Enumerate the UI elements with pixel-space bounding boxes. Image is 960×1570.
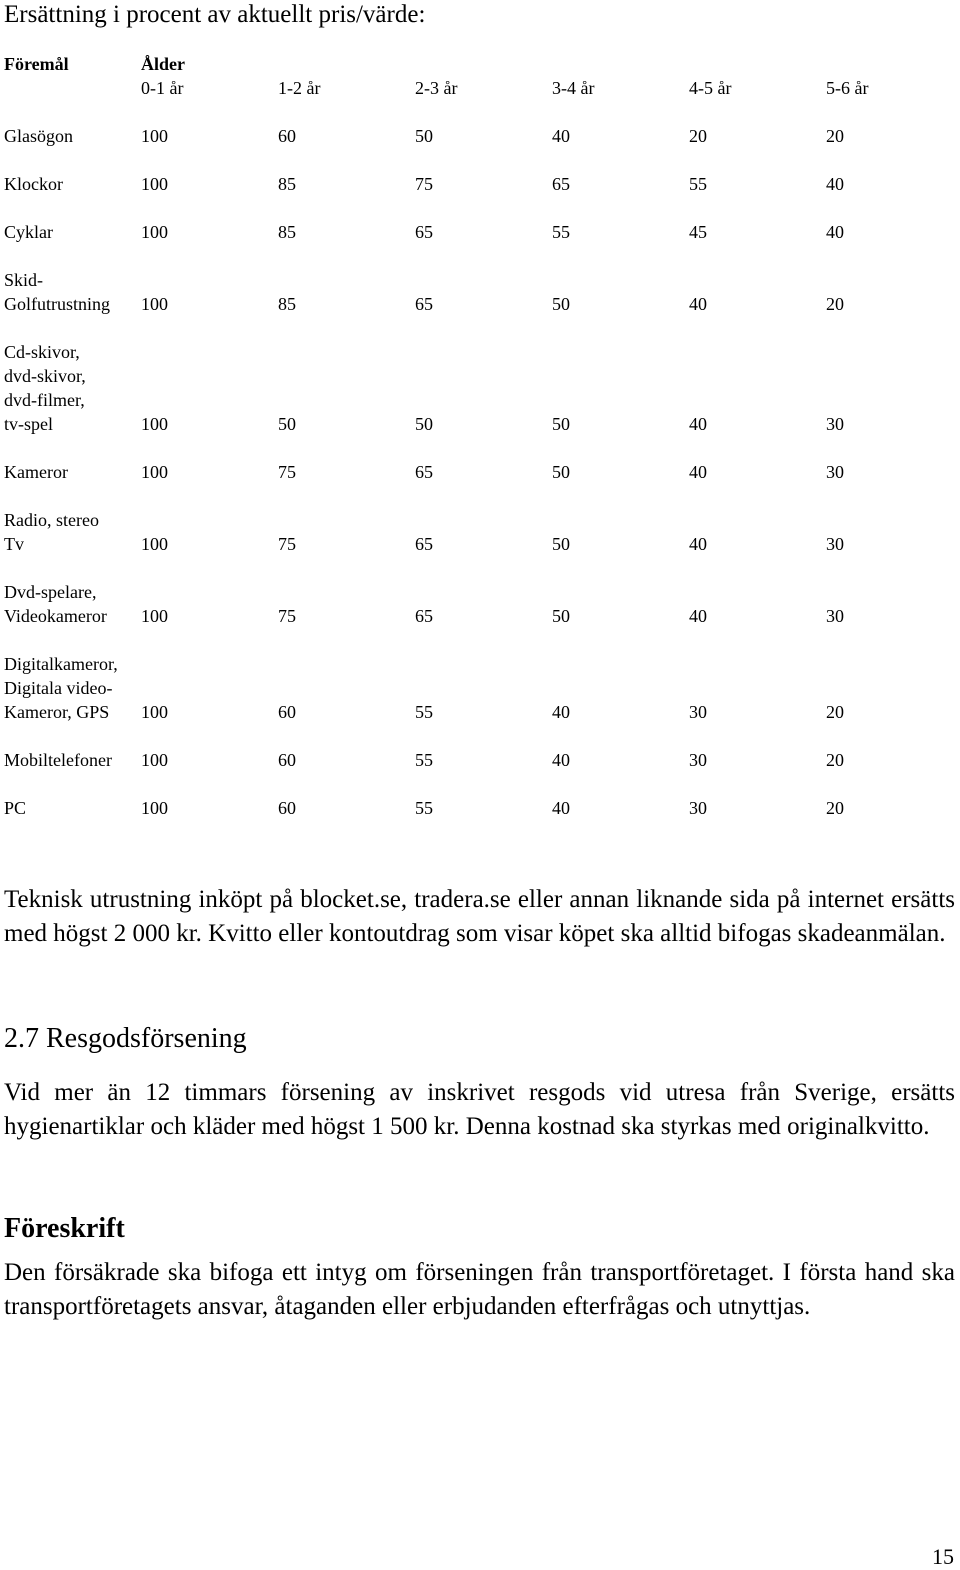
- item-name-line: Radio, stereo: [4, 510, 99, 530]
- percentage-value: 40: [552, 750, 570, 770]
- percentage-value: 60: [278, 702, 296, 722]
- percentage-value: 65: [415, 534, 433, 554]
- percentage-value: 40: [552, 702, 570, 722]
- percentage-value: 55: [689, 174, 707, 194]
- percentage-value: 85: [278, 174, 296, 194]
- item-name-line: Cd-skivor,: [4, 342, 80, 362]
- item-name-line: dvd-filmer,: [4, 390, 85, 410]
- table-row: [4, 340, 954, 436]
- item-name-line: Glasögon: [4, 126, 73, 146]
- percentage-value: 40: [689, 534, 707, 554]
- item-name-line: Videokameror: [4, 606, 107, 626]
- percentage-value: 100: [141, 798, 168, 818]
- percentage-value: 50: [278, 414, 296, 434]
- item-name-line: Digitala video-: [4, 678, 113, 698]
- percentage-value: 60: [278, 750, 296, 770]
- percentage-value: 20: [826, 126, 844, 146]
- item-name: [4, 340, 86, 436]
- percentage-value: 40: [552, 126, 570, 146]
- percentage-value: 60: [278, 126, 296, 146]
- percentage-value: 50: [415, 414, 433, 434]
- item-name-line: Kameror, GPS: [4, 702, 110, 722]
- percentage-value: 75: [278, 606, 296, 626]
- percentage-value: 75: [278, 534, 296, 554]
- percentage-value: 100: [141, 702, 168, 722]
- age-group-header: 3-4 år: [552, 78, 595, 98]
- percentage-value: 30: [826, 414, 844, 434]
- percentage-value: 50: [552, 606, 570, 626]
- percentage-value: 55: [552, 222, 570, 242]
- item-name: [4, 652, 118, 724]
- subheading-regulation: Föreskrift: [4, 1213, 125, 1244]
- table-row: [4, 124, 954, 148]
- percentage-value: 60: [278, 798, 296, 818]
- percentage-value: 55: [415, 798, 433, 818]
- percentage-value: 40: [826, 174, 844, 194]
- item-name-line: Skid-: [4, 270, 44, 290]
- item-name-line: Tv: [4, 534, 24, 554]
- percentage-value: 30: [826, 462, 844, 482]
- age-group-header: 0-1 år: [141, 78, 184, 98]
- item-name: [4, 172, 63, 196]
- percentage-value: 100: [141, 126, 168, 146]
- percentage-value: 100: [141, 222, 168, 242]
- paragraph-regulation: Den försäkrade ska bifoga ett intyg om förseningen från transportföretaget. I första hand ska transportföretagets ansvar, åtaganden eller erbjudanden efterfrågas och utnyttjas.: [4, 1259, 955, 1320]
- item-name-line: Kameror: [4, 462, 68, 482]
- item-name: [4, 220, 53, 244]
- table-row: [4, 268, 954, 316]
- percentage-value: 65: [415, 606, 433, 626]
- percentage-value: 100: [141, 750, 168, 770]
- item-name: [4, 580, 107, 628]
- table-row: [4, 652, 954, 724]
- percentage-value: 20: [826, 750, 844, 770]
- percentage-value: 100: [141, 534, 168, 554]
- item-name-line: Digitalkameror,: [4, 654, 118, 674]
- percentage-value: 100: [141, 606, 168, 626]
- percentage-value: 45: [689, 222, 707, 242]
- percentage-value: 100: [141, 174, 168, 194]
- table-header-row-1: [4, 52, 954, 76]
- percentage-value: 40: [689, 414, 707, 434]
- age-group-header: 2-3 år: [415, 78, 458, 98]
- percentage-value: 40: [689, 606, 707, 626]
- percentage-value: 30: [689, 798, 707, 818]
- percentage-value: 100: [141, 294, 168, 314]
- age-group-header: 5-6 år: [826, 78, 869, 98]
- item-name: [4, 796, 26, 820]
- percentage-value: 30: [689, 750, 707, 770]
- percentage-value: 30: [689, 702, 707, 722]
- item-name: [4, 268, 110, 316]
- item-name-line: dvd-skivor,: [4, 366, 86, 386]
- percentage-value: 65: [415, 294, 433, 314]
- section-heading: 2.7 Resgodsförsening: [4, 1023, 247, 1054]
- percentage-value: 85: [278, 222, 296, 242]
- compensation-table: [4, 52, 954, 820]
- percentage-value: 50: [552, 414, 570, 434]
- percentage-value: 30: [826, 606, 844, 626]
- table-row: [4, 172, 954, 196]
- table-row: [4, 220, 954, 244]
- percentage-value: 20: [826, 798, 844, 818]
- percentage-value: 50: [552, 294, 570, 314]
- table-row: [4, 748, 954, 772]
- percentage-value: 30: [826, 534, 844, 554]
- percentage-value: 75: [415, 174, 433, 194]
- table-body: [4, 124, 954, 820]
- table-row: [4, 460, 954, 484]
- age-group-header: 4-5 år: [689, 78, 732, 98]
- page-title: Ersättning i procent av aktuellt pris/värde:: [4, 1, 426, 28]
- percentage-value: 40: [826, 222, 844, 242]
- paragraph-luggage-delay: Vid mer än 12 timmars försening av inskrivet resgods vid utresa från Sverige, ersätts hygienartiklar och kläder med högst 1 500 kr. Denna kostnad ska styrkas med originalkvitto.: [4, 1079, 955, 1140]
- percentage-value: 55: [415, 702, 433, 722]
- column-header-item: Föremål: [4, 54, 69, 74]
- percentage-value: 65: [415, 222, 433, 242]
- item-name: [4, 460, 68, 484]
- percentage-value: 75: [278, 462, 296, 482]
- percentage-value: 20: [826, 702, 844, 722]
- page-number: 15: [932, 1544, 954, 1569]
- table-header-row-2: [4, 76, 954, 100]
- percentage-value: 50: [552, 462, 570, 482]
- table-row: [4, 796, 954, 820]
- item-name-line: Golfutrustning: [4, 294, 110, 314]
- item-name: [4, 124, 73, 148]
- percentage-value: 100: [141, 414, 168, 434]
- percentage-value: 85: [278, 294, 296, 314]
- item-name-line: PC: [4, 798, 27, 818]
- percentage-value: 20: [826, 294, 844, 314]
- column-header-age: Ålder: [141, 54, 185, 74]
- item-name: [4, 508, 99, 556]
- item-name-line: Mobiltelefoner: [4, 750, 112, 770]
- age-group-header: 1-2 år: [278, 78, 321, 98]
- percentage-value: 55: [415, 750, 433, 770]
- item-name-line: Cyklar: [4, 222, 53, 242]
- percentage-value: 50: [415, 126, 433, 146]
- item-name: [4, 748, 112, 772]
- percentage-value: 100: [141, 462, 168, 482]
- table-row: [4, 508, 954, 556]
- percentage-value: 20: [689, 126, 707, 146]
- item-name-line: Klockor: [4, 174, 63, 194]
- paragraph-tech-equipment: Teknisk utrustning inköpt på blocket.se, tradera.se eller annan liknande sida på internet ersätts med högst 2 000 kr. Kvitto eller kontoutdrag som visar köpet ska alltid bifogas skadeanmälan.: [4, 886, 955, 947]
- item-name-line: tv-spel: [4, 414, 53, 434]
- item-name-line: Dvd-spelare,: [4, 582, 97, 602]
- percentage-value: 50: [552, 534, 570, 554]
- percentage-value: 40: [689, 462, 707, 482]
- percentage-value: 65: [552, 174, 570, 194]
- percentage-value: 65: [415, 462, 433, 482]
- percentage-value: 40: [552, 798, 570, 818]
- percentage-value: 40: [689, 294, 707, 314]
- table-row: [4, 580, 954, 628]
